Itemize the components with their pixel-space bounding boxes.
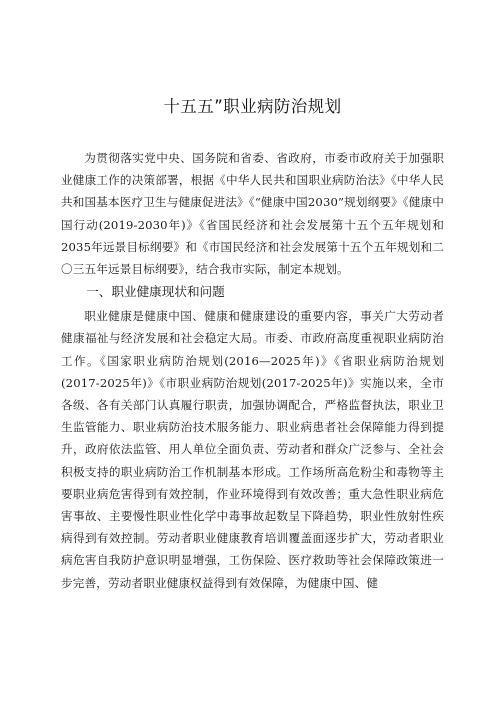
intro-paragraph: 为贯彻落实党中央、国务院和省委、省政府，市委市政府关于加强职业健康工作的决策部署，根据《中华人民共和国职业病防治法》《中华人民共和国基本医疗卫生与健康促进法》《“健康中国2030”规划纲要》《健康中国行动(2019-2030年)》《省国民经济和社会发展第十五个五年规划和2035年远景目标纲要》和《市国民经济和社会发展第十五个五年规划和二〇三五年远景目标纲要》，结合我市实际，制定本规划。 (61, 151, 444, 277)
section-paragraph: 职业健康是健康中国、健康和健康建设的重要内容，事关广大劳动者健康福祉与经济发展和社会稳定大局。市委、市政府高度重视职业病防治工作。《国家职业病防治规划(2016—2025年)》《省职业病防治规划(2017-2025年)》《市职业病防治规划(2017-2025年)》实施以来，全市各级、各有关部门认真履行职责，加强协调配合，严格监督执法，职业卫生监管能力、职业病防治技术服务能力、职业病患者社会保障能力得到提升，政府依法监管、用人单位全面负责、劳动者和群众广泛参与、全社会积极支持的职业病防治工作机制基本形成。工作场所高危粉尘和毒物等主要职业病危害得到有效控制，作业环境得到有效改善；重大急性职业病危害事故、主要慢性职业性化学中毒事故起数呈下降趋势，职业性放射性疾病得到有效控制。劳动者职业健康教育培训覆盖面逐步扩大，劳动者职业病危害自我防护意识明显增强，工伤保险、医疗救助等社会保障政策进一步完善，劳动者职业健康权益得到有效保障，为健康中国、健 (61, 309, 444, 590)
document-title: 十五五”职业病防治规划 (163, 97, 342, 116)
section-heading: 一、职业健康现状和问题 (86, 284, 225, 300)
